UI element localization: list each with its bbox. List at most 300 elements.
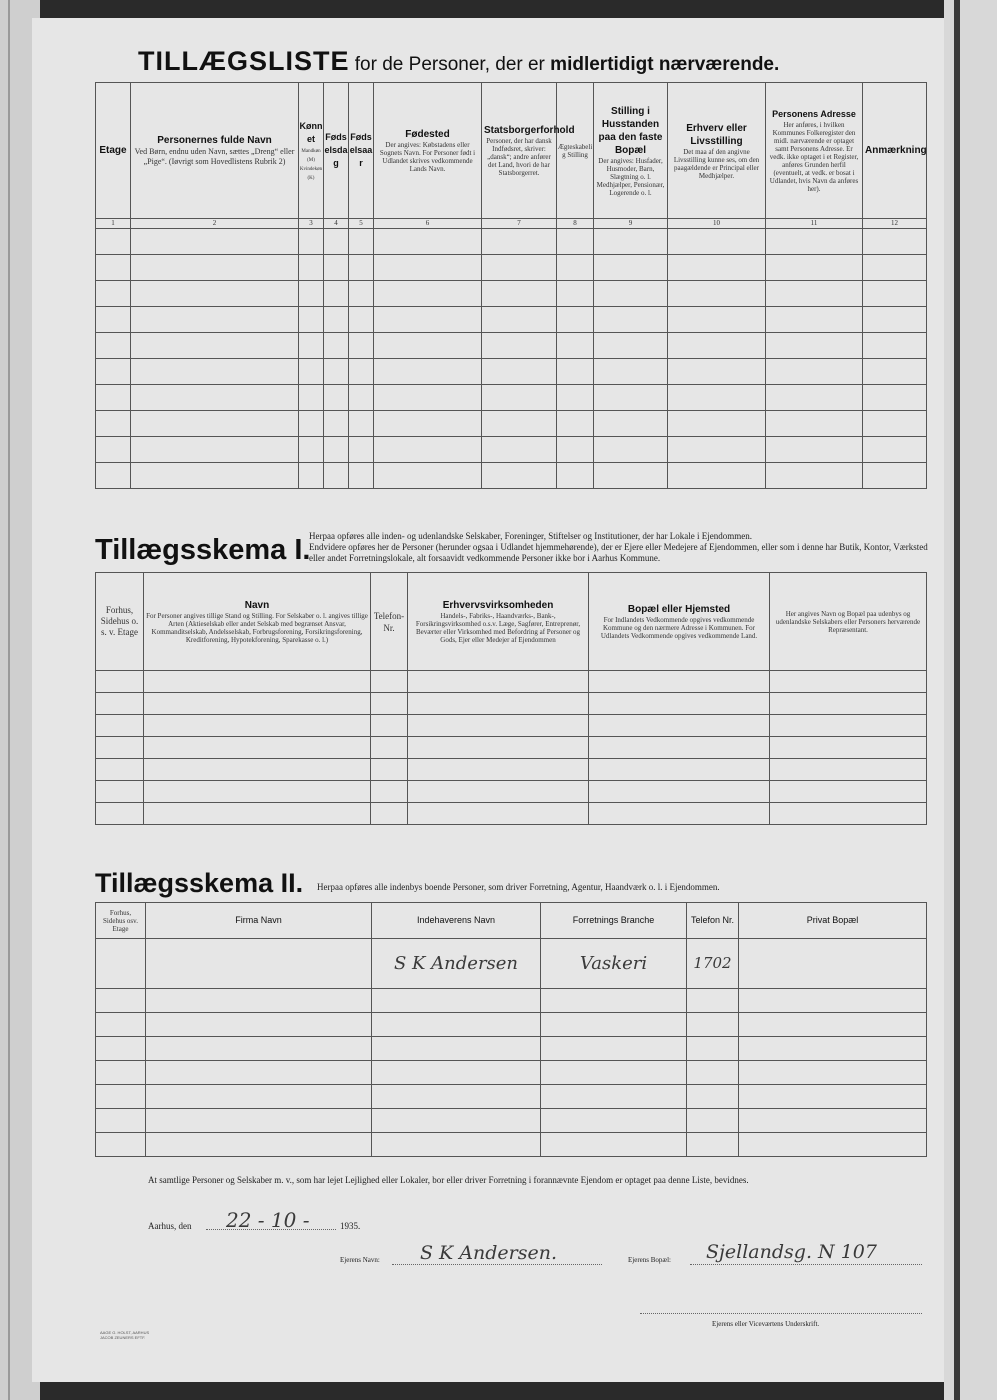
- empty-cell[interactable]: [96, 1085, 146, 1109]
- empty-cell[interactable]: [146, 1133, 372, 1157]
- empty-cell[interactable]: [687, 1013, 739, 1037]
- empty-cell[interactable]: [594, 333, 668, 359]
- empty-cell[interactable]: [96, 359, 131, 385]
- empty-cell[interactable]: [668, 359, 766, 385]
- skema1-col-representative-note: Her angives Navn og Bopæl paa udenbys og udenlandske Selskabers eller Personers herværende Repræsentant.: [775, 609, 921, 634]
- list-header-row: [96, 83, 927, 219]
- empty-row: [96, 307, 927, 333]
- empty-cell[interactable]: [96, 1061, 146, 1085]
- skema1-col-floor: Forhus, Sidehus o. s. v. Etage: [100, 605, 139, 637]
- empty-cell[interactable]: [374, 333, 482, 359]
- empty-cell[interactable]: [770, 781, 927, 803]
- empty-cell[interactable]: [371, 671, 408, 693]
- list-body: [96, 229, 927, 489]
- empty-cell[interactable]: [131, 255, 299, 281]
- empty-cell[interactable]: [408, 803, 589, 825]
- list-number-row: [96, 219, 927, 229]
- empty-row: [96, 1013, 927, 1037]
- skema1-header-row: [96, 573, 927, 671]
- empty-cell[interactable]: [766, 229, 863, 255]
- empty-cell[interactable]: [739, 1037, 927, 1061]
- col-num: 8: [557, 219, 594, 229]
- empty-cell[interactable]: [739, 1133, 927, 1157]
- skema1-desc-line2: Endvidere opføres her de Personer (herunder ogsaa i Udlandet hjemmehørende), der er Ejere eller Medejere af Ejendommen, eller som i denne har Butik, Kontor, Værksted eller andet Forretningslokale, alt forsaavidt vedkommende Personer ikke bor i Aarhus Kommune.: [309, 542, 928, 563]
- col-birthplace-note: Der angives: Købstadens eller Sognets Navn. For Personer født i Udlandet skrives vedkommende Lands Navn.: [379, 141, 476, 173]
- empty-cell[interactable]: [557, 307, 594, 333]
- empty-row: [96, 437, 927, 463]
- empty-cell[interactable]: [349, 411, 374, 437]
- empty-cell[interactable]: [668, 229, 766, 255]
- skema1-description: [309, 531, 929, 564]
- empty-cell[interactable]: [687, 1085, 739, 1109]
- empty-cell[interactable]: [371, 693, 408, 715]
- col-name-note: Ved Børn, endnu uden Navn, sættes „Dreng“ eller „Pige“. (Iøvrigt som Hovedlistens Rubrik 2): [134, 147, 295, 166]
- empty-cell[interactable]: [324, 385, 349, 411]
- empty-cell[interactable]: [372, 1061, 541, 1085]
- empty-cell[interactable]: [299, 437, 324, 463]
- empty-cell[interactable]: [589, 693, 770, 715]
- empty-cell[interactable]: [594, 411, 668, 437]
- empty-cell[interactable]: [374, 437, 482, 463]
- skema2-col-owner: Indehaverens Navn: [416, 915, 496, 925]
- col-num: 4: [324, 219, 349, 229]
- empty-cell[interactable]: [146, 1013, 372, 1037]
- empty-cell[interactable]: [374, 307, 482, 333]
- empty-cell[interactable]: [482, 463, 557, 489]
- empty-cell[interactable]: [589, 759, 770, 781]
- empty-cell[interactable]: [770, 759, 927, 781]
- empty-row: [96, 385, 927, 411]
- empty-cell[interactable]: [770, 715, 927, 737]
- empty-cell[interactable]: [324, 359, 349, 385]
- empty-cell[interactable]: [349, 281, 374, 307]
- empty-cell[interactable]: [668, 307, 766, 333]
- col-num: 9: [594, 219, 668, 229]
- empty-cell[interactable]: [349, 463, 374, 489]
- empty-cell[interactable]: [131, 281, 299, 307]
- skema1-title: Tillægsskema I.: [95, 534, 311, 566]
- empty-cell[interactable]: [766, 333, 863, 359]
- skema2-entry-row: [96, 939, 927, 989]
- footer-year: 1935.: [340, 1221, 361, 1231]
- empty-cell[interactable]: [96, 229, 131, 255]
- empty-cell[interactable]: [349, 229, 374, 255]
- empty-cell[interactable]: [557, 437, 594, 463]
- empty-cell[interactable]: [408, 715, 589, 737]
- empty-cell[interactable]: [766, 359, 863, 385]
- skema2-col-firm: Firma Navn: [235, 915, 282, 925]
- empty-cell[interactable]: [96, 715, 144, 737]
- col-household-note: Der angives: Husfader, Husmoder, Barn, Slægtning o. l. Medhjælper, Pensionær, Logerende o. l.: [596, 156, 665, 197]
- empty-cell[interactable]: [144, 737, 371, 759]
- skema2-body: [96, 989, 927, 1157]
- empty-cell[interactable]: [131, 229, 299, 255]
- empty-cell[interactable]: [668, 411, 766, 437]
- empty-row: [96, 281, 927, 307]
- empty-cell[interactable]: [349, 307, 374, 333]
- empty-cell[interactable]: [96, 411, 131, 437]
- empty-cell[interactable]: [482, 411, 557, 437]
- empty-cell[interactable]: [770, 693, 927, 715]
- empty-cell[interactable]: [557, 229, 594, 255]
- empty-row: [96, 803, 927, 825]
- empty-cell[interactable]: [144, 781, 371, 803]
- empty-cell[interactable]: [589, 671, 770, 693]
- col-remark: Anmærkning: [865, 145, 927, 156]
- empty-cell[interactable]: [96, 989, 146, 1013]
- empty-cell[interactable]: [770, 737, 927, 759]
- empty-cell[interactable]: [131, 333, 299, 359]
- empty-cell[interactable]: [131, 437, 299, 463]
- empty-row: [96, 759, 927, 781]
- col-num: 2: [131, 219, 299, 229]
- empty-cell[interactable]: [146, 1061, 372, 1085]
- owner-address-handwritten: Sjellandsg. N 107: [706, 1241, 877, 1263]
- empty-cell[interactable]: [863, 411, 927, 437]
- empty-cell[interactable]: [482, 307, 557, 333]
- empty-cell[interactable]: [557, 255, 594, 281]
- printer-stamp: AAGE G. HOLST, AARHUS JACOB ZEUNERS EFTF.: [100, 1330, 150, 1340]
- empty-row: [96, 333, 927, 359]
- empty-cell[interactable]: [349, 255, 374, 281]
- empty-cell[interactable]: [374, 385, 482, 411]
- empty-row: [96, 359, 927, 385]
- empty-cell[interactable]: [144, 803, 371, 825]
- empty-cell[interactable]: [131, 307, 299, 333]
- col-num: 12: [863, 219, 927, 229]
- empty-cell[interactable]: [371, 737, 408, 759]
- empty-cell[interactable]: [594, 437, 668, 463]
- empty-cell[interactable]: [687, 1109, 739, 1133]
- empty-cell[interactable]: [96, 437, 131, 463]
- skema2-title: Tillægsskema II.: [95, 868, 304, 898]
- footer-place: Aarhus, den: [148, 1221, 192, 1231]
- empty-row: [96, 1085, 927, 1109]
- empty-cell[interactable]: [96, 693, 144, 715]
- empty-cell[interactable]: [541, 1061, 687, 1085]
- empty-cell[interactable]: [557, 411, 594, 437]
- title-main: TILLÆGSLISTE: [138, 46, 350, 76]
- empty-cell[interactable]: [96, 803, 144, 825]
- empty-cell[interactable]: [96, 307, 131, 333]
- empty-cell[interactable]: [668, 385, 766, 411]
- col-gender-note: Mandkøn (M) Kvindekøn (K): [299, 148, 323, 181]
- empty-cell[interactable]: [96, 759, 144, 781]
- empty-cell[interactable]: [372, 1013, 541, 1037]
- empty-cell[interactable]: [687, 1061, 739, 1085]
- skema1-col-residence: Bopæl eller Hjemsted: [627, 604, 731, 615]
- empty-cell[interactable]: [668, 255, 766, 281]
- skema1-col-business: Erhvervsvirksomheden: [442, 600, 554, 611]
- col-birthplace: Fødested: [405, 129, 450, 140]
- empty-cell[interactable]: [687, 989, 739, 1013]
- empty-cell[interactable]: [131, 385, 299, 411]
- page-edge-right: [944, 0, 997, 1400]
- empty-cell[interactable]: [96, 1037, 146, 1061]
- empty-cell[interactable]: [371, 781, 408, 803]
- col-num: 10: [668, 219, 766, 229]
- empty-cell[interactable]: [299, 463, 324, 489]
- empty-cell[interactable]: [668, 463, 766, 489]
- empty-row: [96, 671, 927, 693]
- skema1-col-name-note: For Personer angives tillige Stand og Stilling. For Selskaber o. l. angives tillige Arten (Aktieselskab eller andet Selskab med begrænset Ansvar, Kommanditselskab, Andelsselskab, Forbrugsforening, Forsikringsforening, Kreditforening, Hypotekforening, Sparekasse o. l.): [146, 612, 368, 644]
- footer-statement: At samtlige Personer og Selskaber m. v., som har lejet Lejlighed eller Lokaler, bor eller driver Forretning i forannævnte Ejendom er optaget paa denne Liste, bevidnes.: [148, 1175, 749, 1185]
- empty-row: [96, 411, 927, 437]
- skema2-col-address: Privat Bopæl: [806, 915, 859, 925]
- empty-cell[interactable]: [766, 463, 863, 489]
- empty-cell[interactable]: [594, 385, 668, 411]
- col-num: 1: [96, 219, 131, 229]
- empty-cell[interactable]: [541, 1013, 687, 1037]
- empty-cell[interactable]: [408, 693, 589, 715]
- empty-cell[interactable]: [96, 385, 131, 411]
- empty-row: [96, 781, 927, 803]
- owner-name-handwritten: S K Andersen.: [420, 1242, 558, 1264]
- empty-cell[interactable]: [299, 229, 324, 255]
- skema2-description: Herpaa opføres alle indenbys boende Personer, som driver Forretning, Agentur, Haandværk o. l. i Ejendommen.: [317, 882, 720, 892]
- empty-cell[interactable]: [349, 437, 374, 463]
- empty-cell[interactable]: [299, 411, 324, 437]
- date-handwritten: 22 - 10 -: [226, 1208, 310, 1232]
- col-num: 3: [299, 219, 324, 229]
- empty-cell[interactable]: [299, 255, 324, 281]
- empty-cell[interactable]: [96, 1109, 146, 1133]
- empty-cell[interactable]: [766, 437, 863, 463]
- title-bold: midlertidigt nærværende.: [550, 54, 780, 75]
- empty-cell[interactable]: [408, 737, 589, 759]
- empty-cell[interactable]: [541, 1085, 687, 1109]
- empty-row: [96, 715, 927, 737]
- empty-cell[interactable]: [146, 1037, 372, 1061]
- empty-cell[interactable]: [146, 989, 372, 1013]
- empty-cell[interactable]: [299, 359, 324, 385]
- empty-cell[interactable]: [96, 333, 131, 359]
- col-num: 6: [374, 219, 482, 229]
- empty-cell[interactable]: [482, 359, 557, 385]
- skema2-col-branch: Forretnings Branche: [572, 915, 655, 925]
- empty-cell[interactable]: [739, 1109, 927, 1133]
- col-marital: Ægteskabelig Stilling: [557, 142, 593, 159]
- empty-cell[interactable]: [144, 671, 371, 693]
- empty-cell[interactable]: [482, 385, 557, 411]
- empty-cell[interactable]: [739, 1061, 927, 1085]
- empty-cell[interactable]: [96, 737, 144, 759]
- skema2-branch-handwritten: Vaskeri: [579, 953, 648, 974]
- col-citizenship: Statsborgerforhold: [484, 125, 575, 136]
- col-num: 5: [349, 219, 374, 229]
- empty-cell[interactable]: [144, 715, 371, 737]
- skema2-phone-handwritten: 1702: [693, 954, 732, 972]
- empty-cell[interactable]: [668, 281, 766, 307]
- skema1-body: [96, 671, 927, 825]
- empty-cell[interactable]: [766, 255, 863, 281]
- empty-cell[interactable]: [131, 359, 299, 385]
- empty-cell[interactable]: [482, 333, 557, 359]
- skema1-table: [95, 572, 927, 825]
- owner-name-label: Ejerens Navn:: [340, 1256, 380, 1264]
- empty-cell[interactable]: [324, 307, 349, 333]
- empty-cell[interactable]: [349, 359, 374, 385]
- col-occupation-note: Det maa af den angivne Livsstilling kunne ses, om den paagældende er Principal eller Medhjælper.: [673, 147, 760, 180]
- page-title: [138, 46, 779, 77]
- empty-cell[interactable]: [739, 1013, 927, 1037]
- empty-row: [96, 737, 927, 759]
- empty-cell[interactable]: [687, 1133, 739, 1157]
- col-address-note: Her anføres, i hvilken Kommunes Folkeregister den midl. nærværende er optaget samt Personens Adresse. Er vedk. ikke optaget i et Register, anføres Grunden herfil (eventuelt, at vedk. er bosat i Udlandet, hvis Navn da anføres her).: [769, 121, 859, 193]
- empty-cell[interactable]: [96, 281, 131, 307]
- empty-cell[interactable]: [371, 759, 408, 781]
- empty-cell[interactable]: [863, 281, 927, 307]
- empty-cell[interactable]: [144, 693, 371, 715]
- empty-cell[interactable]: [349, 385, 374, 411]
- empty-cell[interactable]: [374, 281, 482, 307]
- empty-cell[interactable]: [96, 463, 131, 489]
- col-birthday: Fødselsdag: [324, 132, 348, 168]
- skema1-col-business-note: Handels-, Fabriks-, Haandværks-, Bank-, Forsikringsvirksomhed o.s.v. Læge, Sagfører, Entreprenør, Beværter eller Virksomhed med Befordring af Personer og Gods, Ejer eller Medejer af Ejendommen: [415, 612, 581, 644]
- owner-name-line: [392, 1264, 602, 1265]
- empty-cell[interactable]: [131, 463, 299, 489]
- empty-cell[interactable]: [863, 385, 927, 411]
- empty-cell[interactable]: [372, 1037, 541, 1061]
- empty-cell[interactable]: [324, 229, 349, 255]
- empty-cell[interactable]: [594, 359, 668, 385]
- empty-cell[interactable]: [863, 333, 927, 359]
- empty-cell[interactable]: [96, 1133, 146, 1157]
- skema2-owner-handwritten: S K Andersen: [393, 953, 519, 974]
- empty-cell[interactable]: [374, 411, 482, 437]
- empty-cell[interactable]: [863, 437, 927, 463]
- empty-cell[interactable]: [863, 229, 927, 255]
- empty-cell[interactable]: [349, 333, 374, 359]
- empty-cell[interactable]: [863, 255, 927, 281]
- empty-cell[interactable]: [299, 385, 324, 411]
- empty-cell[interactable]: [96, 255, 131, 281]
- empty-cell[interactable]: [96, 781, 144, 803]
- title-rest: for de Personer, der er: [354, 54, 545, 75]
- empty-cell[interactable]: [324, 333, 349, 359]
- empty-cell[interactable]: [371, 803, 408, 825]
- skema1-col-residence-note: For Indlandets Vedkommende opgives vedkommende Kommune og den nærmere Adresse i Kommunen. For Udlandets Vedkommende opgives vedkommende Land.: [600, 616, 758, 640]
- empty-cell[interactable]: [541, 1109, 687, 1133]
- empty-cell[interactable]: [372, 1085, 541, 1109]
- empty-cell[interactable]: [766, 385, 863, 411]
- empty-cell[interactable]: [739, 989, 927, 1013]
- col-address: Personens Adresse: [772, 109, 856, 119]
- empty-cell[interactable]: [372, 989, 541, 1013]
- empty-cell[interactable]: [668, 437, 766, 463]
- empty-row: [96, 989, 927, 1013]
- empty-cell[interactable]: [541, 989, 687, 1013]
- empty-cell[interactable]: [557, 359, 594, 385]
- skema1-col-phone: Telefon-Nr.: [373, 610, 405, 633]
- empty-cell[interactable]: [594, 281, 668, 307]
- empty-row: [96, 463, 927, 489]
- empty-cell[interactable]: [594, 307, 668, 333]
- empty-cell[interactable]: [324, 411, 349, 437]
- empty-cell[interactable]: [299, 307, 324, 333]
- skema2-header-row: [96, 903, 927, 939]
- empty-cell[interactable]: [557, 333, 594, 359]
- empty-cell[interactable]: [374, 229, 482, 255]
- empty-row: [96, 1061, 927, 1085]
- empty-cell[interactable]: [766, 307, 863, 333]
- empty-cell[interactable]: [863, 307, 927, 333]
- empty-cell[interactable]: [374, 255, 482, 281]
- empty-cell[interactable]: [482, 255, 557, 281]
- empty-cell[interactable]: [408, 671, 589, 693]
- empty-row: [96, 1037, 927, 1061]
- empty-cell[interactable]: [324, 255, 349, 281]
- empty-cell[interactable]: [131, 411, 299, 437]
- empty-cell[interactable]: [482, 229, 557, 255]
- empty-cell[interactable]: [589, 715, 770, 737]
- empty-cell[interactable]: [589, 803, 770, 825]
- col-citizenship-note: Personer, der har dansk Indfødsret, skriver: „dansk“; andre anfører det Land, hvori de har Statsborgerret.: [486, 137, 552, 177]
- empty-cell[interactable]: [482, 281, 557, 307]
- empty-cell[interactable]: [408, 781, 589, 803]
- empty-cell[interactable]: [557, 463, 594, 489]
- empty-cell[interactable]: [687, 1037, 739, 1061]
- col-name: Personernes fulde Navn: [157, 135, 272, 146]
- empty-cell[interactable]: [557, 385, 594, 411]
- empty-cell[interactable]: [863, 359, 927, 385]
- empty-cell[interactable]: [766, 411, 863, 437]
- empty-cell[interactable]: [299, 281, 324, 307]
- empty-row: [96, 229, 927, 255]
- empty-cell[interactable]: [146, 1085, 372, 1109]
- empty-cell[interactable]: [146, 1109, 372, 1133]
- empty-cell[interactable]: [594, 229, 668, 255]
- empty-cell[interactable]: [594, 255, 668, 281]
- col-birthyear: Fødselsaar: [349, 132, 373, 168]
- empty-cell[interactable]: [557, 281, 594, 307]
- empty-cell[interactable]: [96, 671, 144, 693]
- empty-cell[interactable]: [324, 437, 349, 463]
- empty-cell[interactable]: [408, 759, 589, 781]
- signature-label: Ejerens eller Viceværtens Underskrift.: [712, 1320, 820, 1328]
- empty-cell[interactable]: [371, 715, 408, 737]
- empty-cell[interactable]: [589, 737, 770, 759]
- empty-cell[interactable]: [324, 463, 349, 489]
- empty-cell[interactable]: [482, 437, 557, 463]
- empty-cell[interactable]: [766, 281, 863, 307]
- skema1-col-name: Navn: [244, 600, 270, 611]
- empty-cell[interactable]: [668, 333, 766, 359]
- empty-cell[interactable]: [374, 359, 482, 385]
- empty-cell[interactable]: [324, 281, 349, 307]
- skema2-col-phone: Telefon Nr.: [690, 915, 735, 925]
- supplement-list-table: [95, 82, 927, 489]
- empty-cell[interactable]: [594, 463, 668, 489]
- empty-cell[interactable]: [739, 1085, 927, 1109]
- empty-cell[interactable]: [144, 759, 371, 781]
- empty-cell[interactable]: [374, 463, 482, 489]
- empty-cell[interactable]: [770, 803, 927, 825]
- skema2-table: [95, 902, 927, 1157]
- empty-cell[interactable]: [541, 1037, 687, 1061]
- empty-cell[interactable]: [299, 333, 324, 359]
- empty-cell[interactable]: [541, 1133, 687, 1157]
- skema2-col-floor: Forhus, Sidehus osv. Etage: [103, 908, 138, 933]
- empty-cell[interactable]: [589, 781, 770, 803]
- empty-cell[interactable]: [863, 463, 927, 489]
- empty-cell[interactable]: [372, 1109, 541, 1133]
- col-household: Stilling i Husstanden paa den faste Bopæl: [598, 105, 663, 156]
- empty-cell[interactable]: [96, 1013, 146, 1037]
- empty-row: [96, 255, 927, 281]
- empty-cell[interactable]: [770, 671, 927, 693]
- empty-cell[interactable]: [372, 1133, 541, 1157]
